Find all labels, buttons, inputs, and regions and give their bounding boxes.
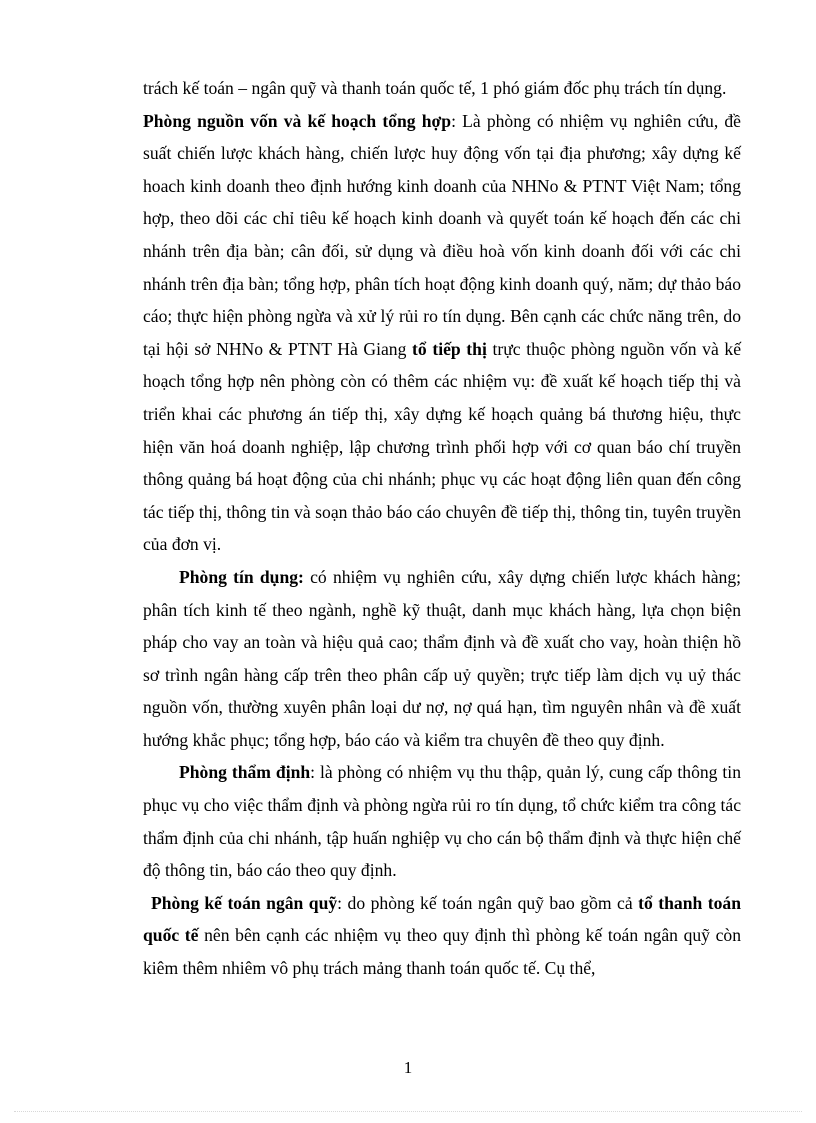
- body-text: [143, 72, 741, 985]
- section-heading: Phòng tín dụng:: [179, 566, 304, 587]
- paragraph-text: trực thuộc phòng nguồn vốn và kế hoạch tổng hợp nên phòng còn có thêm các nhiệm vụ: đề xuất kế hoạch tiếp thị và triển khai các phương án tiếp thị, xây dựng kế hoạch quảng bá thương hiệu, thực hiện văn hoá doanh nghiệp, lập chương trình phối hợp với cơ quan báo chí truyền thông quảng bá hoạt động của chi nhánh; phục vụ các hoạt động liên quan đến công tác tiếp thị, thông tin và soạn thảo báo cáo chuyên đề tiếp thị, thông tin, tuyên truyền của đơn vị.: [143, 338, 742, 555]
- page-number: 1: [403, 1058, 413, 1077]
- paragraph-text: trách kế toán – ngân quỹ và thanh toán quốc tế, 1 phó giám đốc phụ trách tín dụng.: [143, 78, 727, 98]
- section-heading: Phòng kế toán ngân quỹ: [151, 892, 338, 913]
- page-bottom-border: [14, 1111, 802, 1112]
- paragraph-continuation: [143, 72, 741, 105]
- paragraph-planning-department: [143, 105, 741, 561]
- paragraph-appraisal-department: [143, 756, 741, 886]
- paragraph-text: : do phòng kế toán ngân quỹ bao gồm cả: [337, 892, 639, 913]
- paragraph-accounting-department: [143, 887, 741, 985]
- bold-phrase: tổ thanh toán quốc tế: [143, 892, 742, 946]
- paragraph-credit-department: [143, 561, 741, 757]
- section-heading: Phòng nguồn vốn và kế hoạch tổng hợp: [143, 110, 452, 131]
- paragraph-text: : Là phòng có nhiệm vụ nghiên cứu, đề suất chiến lược khách hàng, chiến lược huy động vốn tại địa phương; xây dựng kế hoach kinh doanh theo định hướng kinh doanh của NHNo & PTNT Việt Nam; tổng hợp, theo dõi các chỉ tiêu kế hoạch kinh doanh và quyết toán kế hoạch đến các chi nhánh trên địa bàn; cân đối, sử dụng và điều hoà vốn kinh doanh đối với các chi nhánh trên địa bàn; tổng hợp, phân tích hoạt động kinh doanh quý, năm; dự thảo báo cáo; thực hiện phòng ngừa và xử lý rủi ro tín dụng. Bên cạnh các chức năng trên, do tại hội sở NHNo & PTNT Hà Giang: [143, 110, 741, 359]
- paragraph-text: : là phòng có nhiệm vụ thu thập, quản lý, cung cấp thông tin phục vụ cho việc thẩm định và phòng ngừa rủi ro tín dụng, tổ chức kiểm tra công tác thẩm định của chi nhánh, tập huấn nghiệp vụ cho cán bộ thẩm định và thực hiện chế độ thông tin, báo cáo theo quy định.: [143, 762, 741, 881]
- paragraph-text: có nhiệm vụ nghiên cứu, xây dựng chiến lược khách hàng; phân tích kinh tế theo ngành, nghề kỹ thuật, danh mục khách hàng, lựa chọn biện pháp cho vay an toàn và hiệu quả cao; thẩm định và đề xuất cho vay, hoàn thiện hồ sơ trình ngân hàng cấp trên theo phân cấp uỷ quyền; trực tiếp làm dịch vụ uỷ thác nguồn vốn, thường xuyên phân loại dư nợ, nợ quá hạn, tìm nguyên nhân và đề xuất hướng khắc phục; tổng hợp, báo cáo và kiểm tra chuyên đề theo quy định.: [143, 566, 742, 750]
- section-heading: Phòng thẩm định: [179, 762, 311, 783]
- paragraph-text: nên bên cạnh các nhiệm vụ theo quy định thì phòng kế toán ngân quỹ còn kiêm thêm nhiêm vô phụ trách mảng thanh toán quốc tế. Cụ thể,: [143, 925, 742, 979]
- bold-phrase: tổ tiếp thị: [412, 338, 487, 359]
